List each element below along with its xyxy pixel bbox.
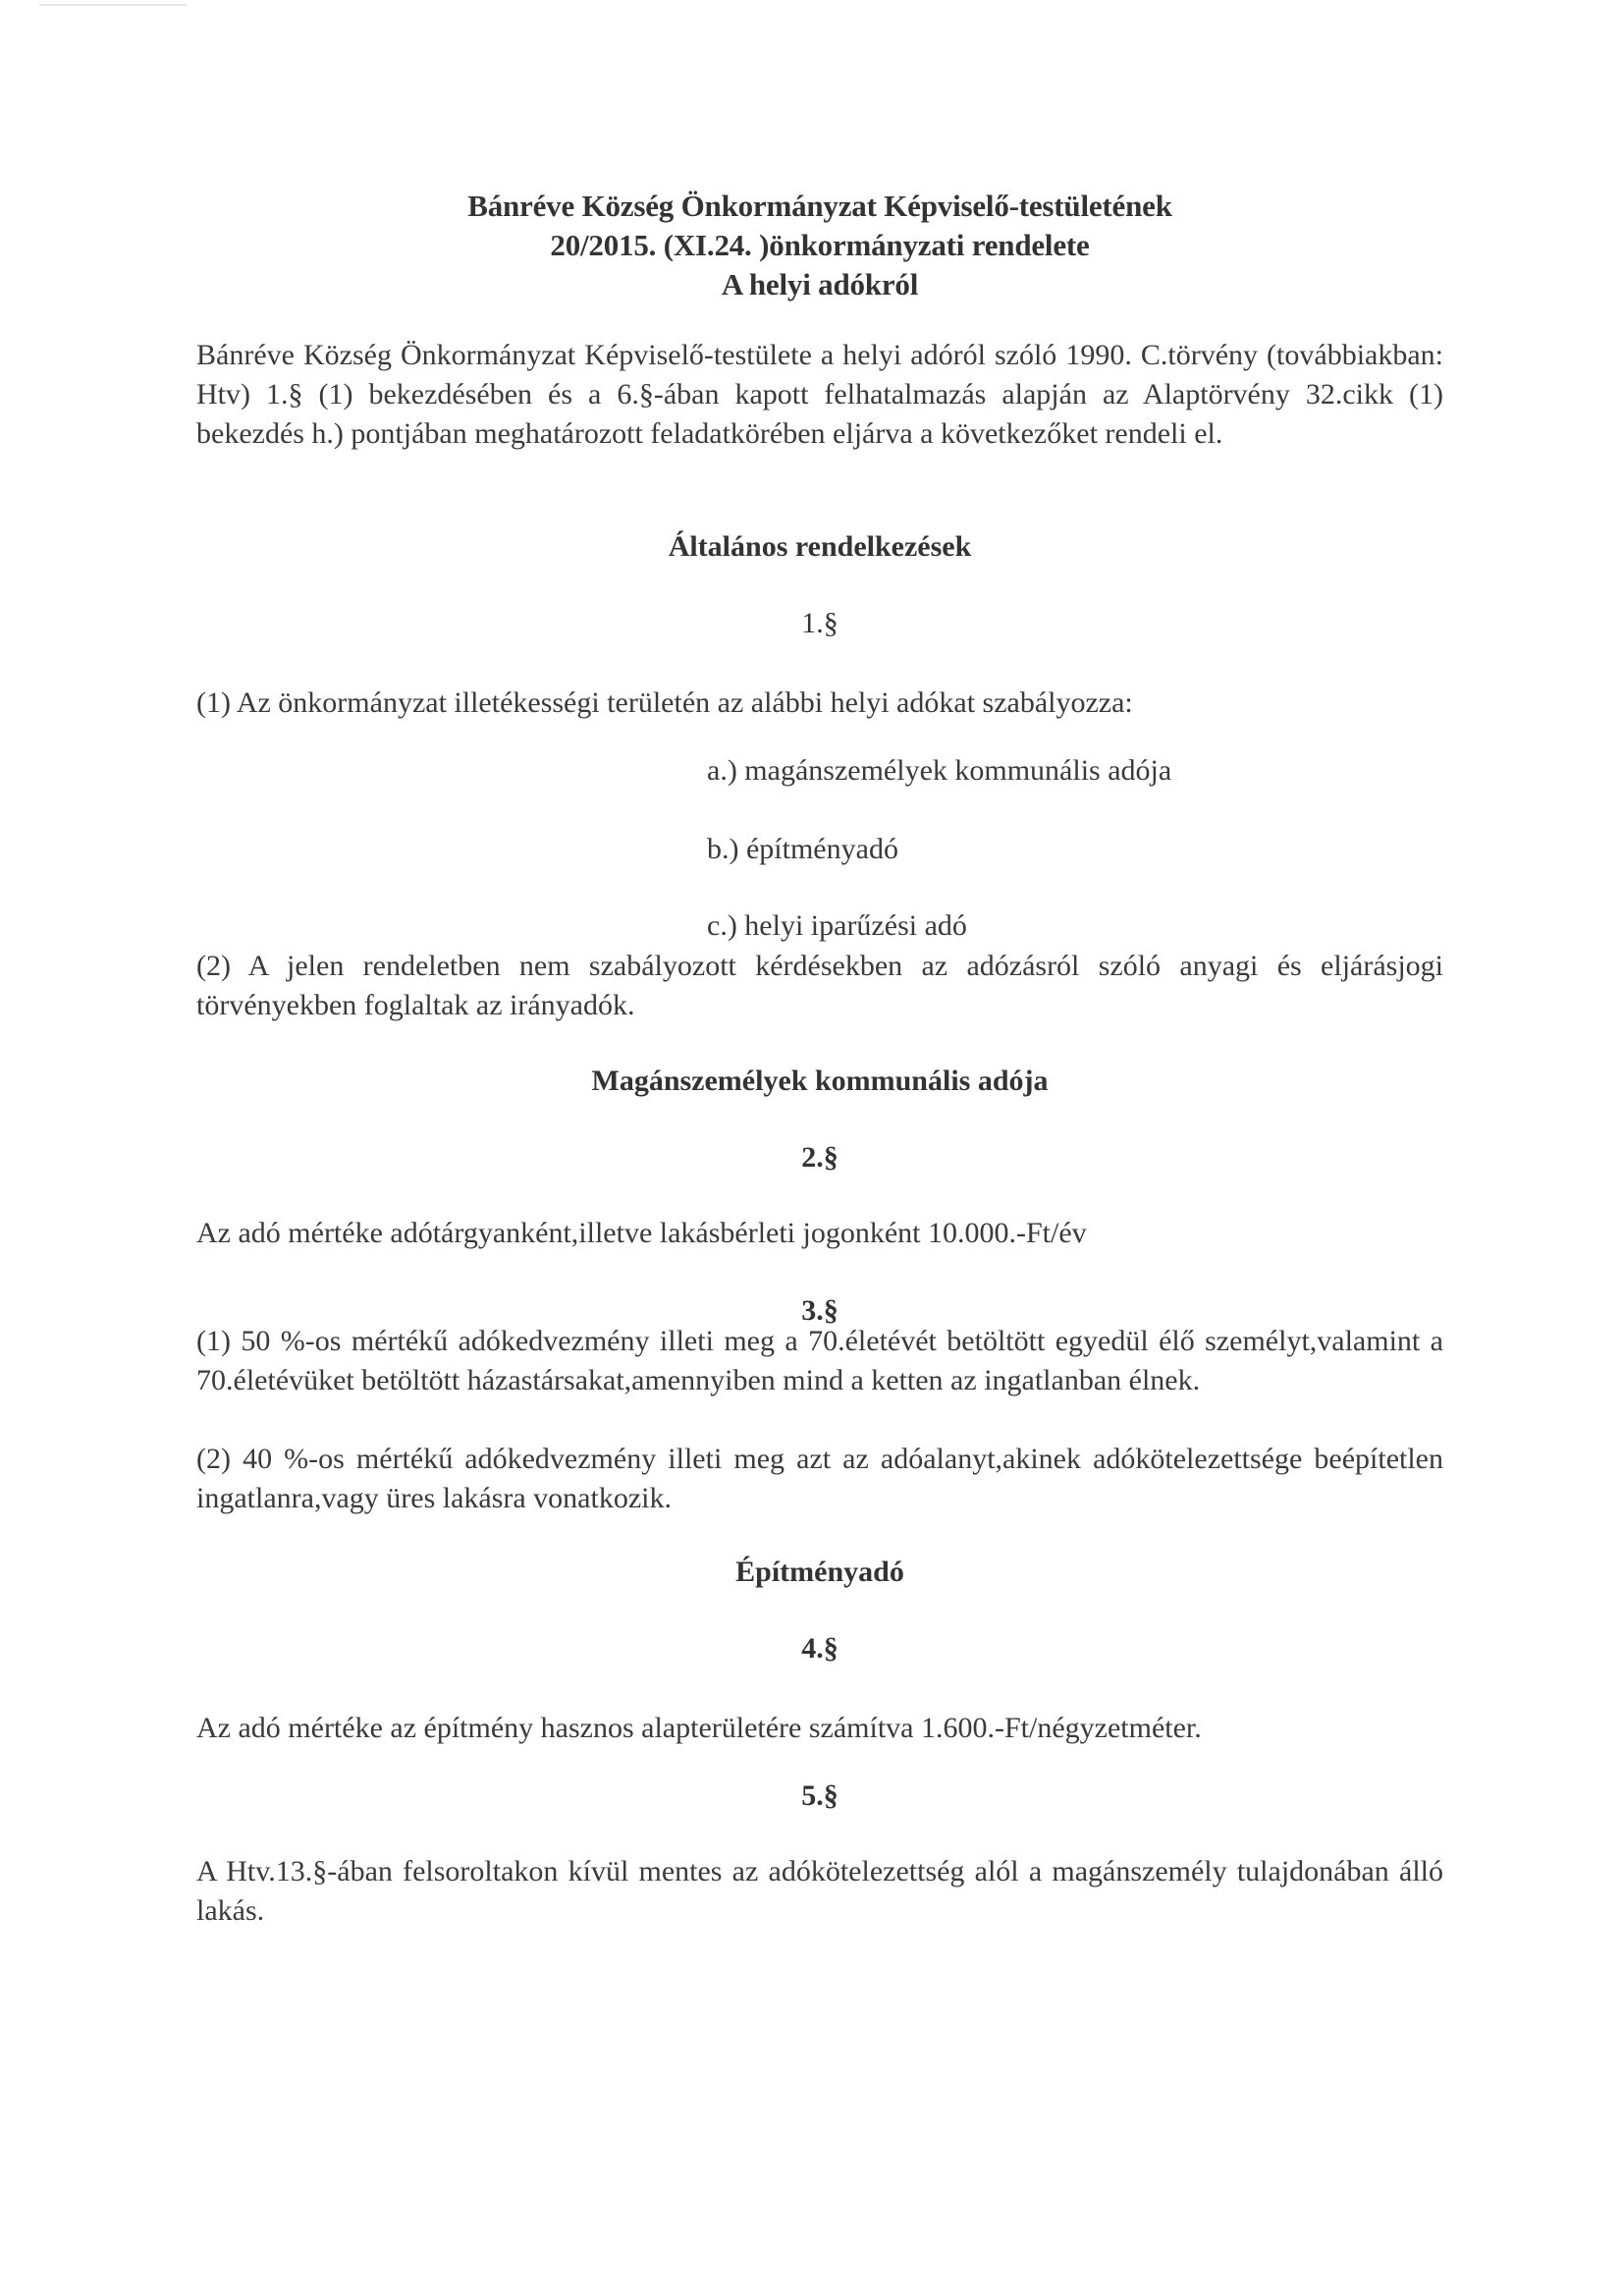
tax-list-item-a: a.) magánszemélyek kommunális adója: [707, 754, 1172, 787]
paragraph-4-text: Az adó mértéke az építmény hasznos alapterületére számítva 1.600.-Ft/négyzetméter.: [196, 1712, 1202, 1744]
paragraph-1-subsection-2: (2) A jelen rendeletben nem szabályozott kérdésekben az adózásról szóló anyagi és eljárásjogi törvényekben foglaltak az irányadók.: [196, 950, 1443, 1021]
paragraph-number-5: 5.§: [801, 1779, 839, 1812]
document-title-line-2: 20/2015. (XI.24. )önkormányzati rendelete: [550, 228, 1090, 262]
section-heading-building-tax: Építményadó: [735, 1556, 904, 1588]
section-heading-general: Általános rendelkezések: [668, 530, 972, 563]
document-title-line-3: A helyi adókról: [721, 267, 919, 301]
paragraph-3-subsection-1: (1) 50 %-os mértékű adókedvezmény illeti meg a 70.életévét betöltött egyedül élő személyt,valamint a 70.életévüket betöltött házastársakat,amennyiben mind a ketten az ingatlanban élnek.: [196, 1325, 1443, 1396]
document-title-line-1: Bánréve Község Önkormányzat Képviselő-testületének: [467, 189, 1172, 223]
section-heading-communal-tax: Magánszemélyek kommunális adója: [591, 1065, 1049, 1097]
preamble-paragraph: Bánréve Község Önkormányzat Képviselő-testülete a helyi adóról szóló 1990. C.törvény (továbbiakban: Htv) 1.§ (1) bekezdésében és a 6.§-ában kapott felhatalmazás alapján az Alaptörvény 32.cikk (1) bekezdés h.) pontjában meghatározott feladatkörében eljárva a következőket rendeli el.: [196, 339, 1443, 450]
tax-list-item-c: c.) helyi iparűzési adó: [707, 909, 967, 942]
paragraph-number-3: 3.§: [801, 1294, 839, 1327]
paragraph-1-intro: (1) Az önkormányzat illetékességi területén az alábbi helyi adókat szabályozza:: [196, 686, 1133, 719]
scan-artifact: [39, 4, 187, 6]
paragraph-number-2: 2.§: [801, 1141, 839, 1174]
paragraph-2-text: Az adó mértéke adótárgyanként,illetve lakásbérleti jogonként 10.000.-Ft/év: [196, 1217, 1087, 1249]
paragraph-5-text: A Htv.13.§-ában felsoroltakon kívül mentes az adókötelezettség alól a magánszemély tulajdonában álló lakás.: [196, 1855, 1443, 1927]
paragraph-3-subsection-2: (2) 40 %-os mértékű adókedvezmény illeti meg azt az adóalanyt,akinek adókötelezettsége beépítetlen ingatlanra,vagy üres lakásra vonatkozik.: [196, 1443, 1443, 1514]
paragraph-number-4: 4.§: [801, 1632, 839, 1665]
paragraph-number-1: 1.§: [801, 607, 839, 639]
tax-list-item-b: b.) építményadó: [707, 833, 898, 865]
